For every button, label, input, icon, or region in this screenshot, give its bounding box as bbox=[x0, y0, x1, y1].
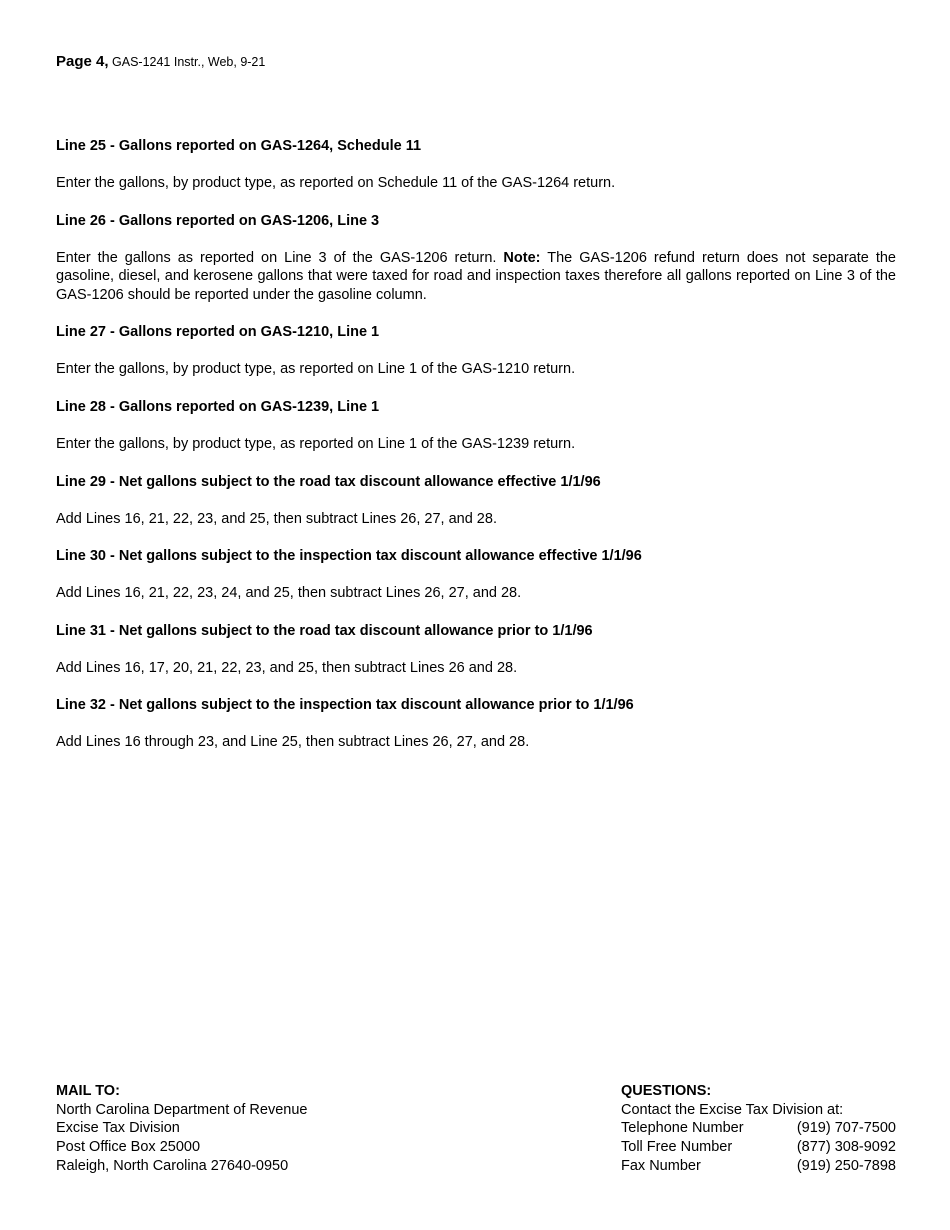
section-heading: Line 25 - Gallons reported on GAS-1264, Schedule 11 bbox=[56, 138, 422, 154]
contact-label: Fax Number bbox=[621, 1157, 701, 1174]
section-line-25 bbox=[56, 137, 896, 193]
section-body-pre: Enter the gallons as reported on Line 3 of the GAS-1206 return. bbox=[56, 249, 497, 266]
section-body: Add Lines 16 through 23, and Line 25, then subtract Lines 26, 27, and 28. bbox=[56, 734, 530, 751]
section-line-31 bbox=[56, 622, 896, 678]
page-header bbox=[56, 54, 265, 70]
section-body: Enter the gallons, by product type, as reported on Schedule 11 of the GAS-1264 return. bbox=[56, 175, 616, 191]
contact-number: (877) 308-9092 bbox=[796, 1139, 896, 1156]
address-line: North Carolina Department of Revenue bbox=[56, 1101, 308, 1118]
form-id: GAS-1241 Instr., Web, 9-21 bbox=[112, 55, 266, 69]
section-line-27 bbox=[56, 323, 896, 379]
section-body bbox=[56, 249, 896, 305]
questions-block bbox=[621, 1082, 896, 1176]
section-heading: Line 28 - Gallons reported on GAS-1239, Line 1 bbox=[56, 398, 380, 415]
address-line: Raleigh, North Carolina 27640-0950 bbox=[56, 1157, 289, 1174]
section-heading: Line 30 - Net gallons subject to the inspection tax discount allowance effective 1/1/96 bbox=[56, 548, 642, 565]
section-line-26 bbox=[56, 212, 896, 305]
section-heading: Line 26 - Gallons reported on GAS-1206, Line 3 bbox=[56, 212, 380, 229]
questions-heading: QUESTIONS: bbox=[621, 1083, 712, 1099]
section-body: Enter the gallons, by product type, as reported on Line 1 of the GAS-1239 return. bbox=[56, 435, 576, 452]
note-label: Note: bbox=[503, 249, 541, 266]
questions-intro: Contact the Excise Tax Division at: bbox=[621, 1101, 844, 1118]
section-line-32 bbox=[56, 696, 896, 752]
section-heading: Line 29 - Net gallons subject to the road tax discount allowance effective 1/1/96 bbox=[56, 473, 601, 490]
contact-label: Toll Free Number bbox=[621, 1139, 733, 1156]
section-body: Enter the gallons, by product type, as reported on Line 1 of the GAS-1210 return. bbox=[56, 361, 576, 378]
instructions-content bbox=[56, 137, 896, 771]
section-line-28 bbox=[56, 398, 896, 454]
address-line: Excise Tax Division bbox=[56, 1120, 180, 1137]
mail-to-heading: MAIL TO: bbox=[56, 1083, 120, 1099]
contact-row-telephone bbox=[621, 1119, 896, 1138]
section-body-post: The GAS-1206 refund return does not separate the gasoline, diesel, and kerosene gallons that were taxed for road and inspection taxes therefore all gallons reported on Line 3 of the GAS-1206 should be reported under the gasoline column. bbox=[56, 249, 896, 303]
contact-row-toll-free bbox=[621, 1138, 896, 1157]
page-number: Page 4, bbox=[56, 53, 109, 70]
section-line-29 bbox=[56, 473, 896, 529]
section-line-30 bbox=[56, 547, 896, 603]
contact-label: Telephone Number bbox=[621, 1120, 744, 1137]
contact-row-fax bbox=[621, 1157, 896, 1176]
section-heading: Line 31 - Net gallons subject to the road tax discount allowance prior to 1/1/96 bbox=[56, 622, 593, 639]
section-heading: Line 27 - Gallons reported on GAS-1210, Line 1 bbox=[56, 324, 380, 341]
section-heading: Line 32 - Net gallons subject to the inspection tax discount allowance prior to 1/1/96 bbox=[56, 697, 634, 714]
mail-to-block bbox=[56, 1082, 307, 1176]
address-line: Post Office Box 25000 bbox=[56, 1139, 201, 1156]
contact-number: (919) 707-7500 bbox=[796, 1120, 896, 1137]
section-body: Add Lines 16, 17, 20, 21, 22, 23, and 25, then subtract Lines 26 and 28. bbox=[56, 659, 518, 676]
section-body: Add Lines 16, 21, 22, 23, and 25, then subtract Lines 26, 27, and 28. bbox=[56, 510, 497, 527]
contact-number: (919) 250-7898 bbox=[796, 1157, 896, 1174]
section-body: Add Lines 16, 21, 22, 23, 24, and 25, then subtract Lines 26, 27, and 28. bbox=[56, 585, 522, 602]
